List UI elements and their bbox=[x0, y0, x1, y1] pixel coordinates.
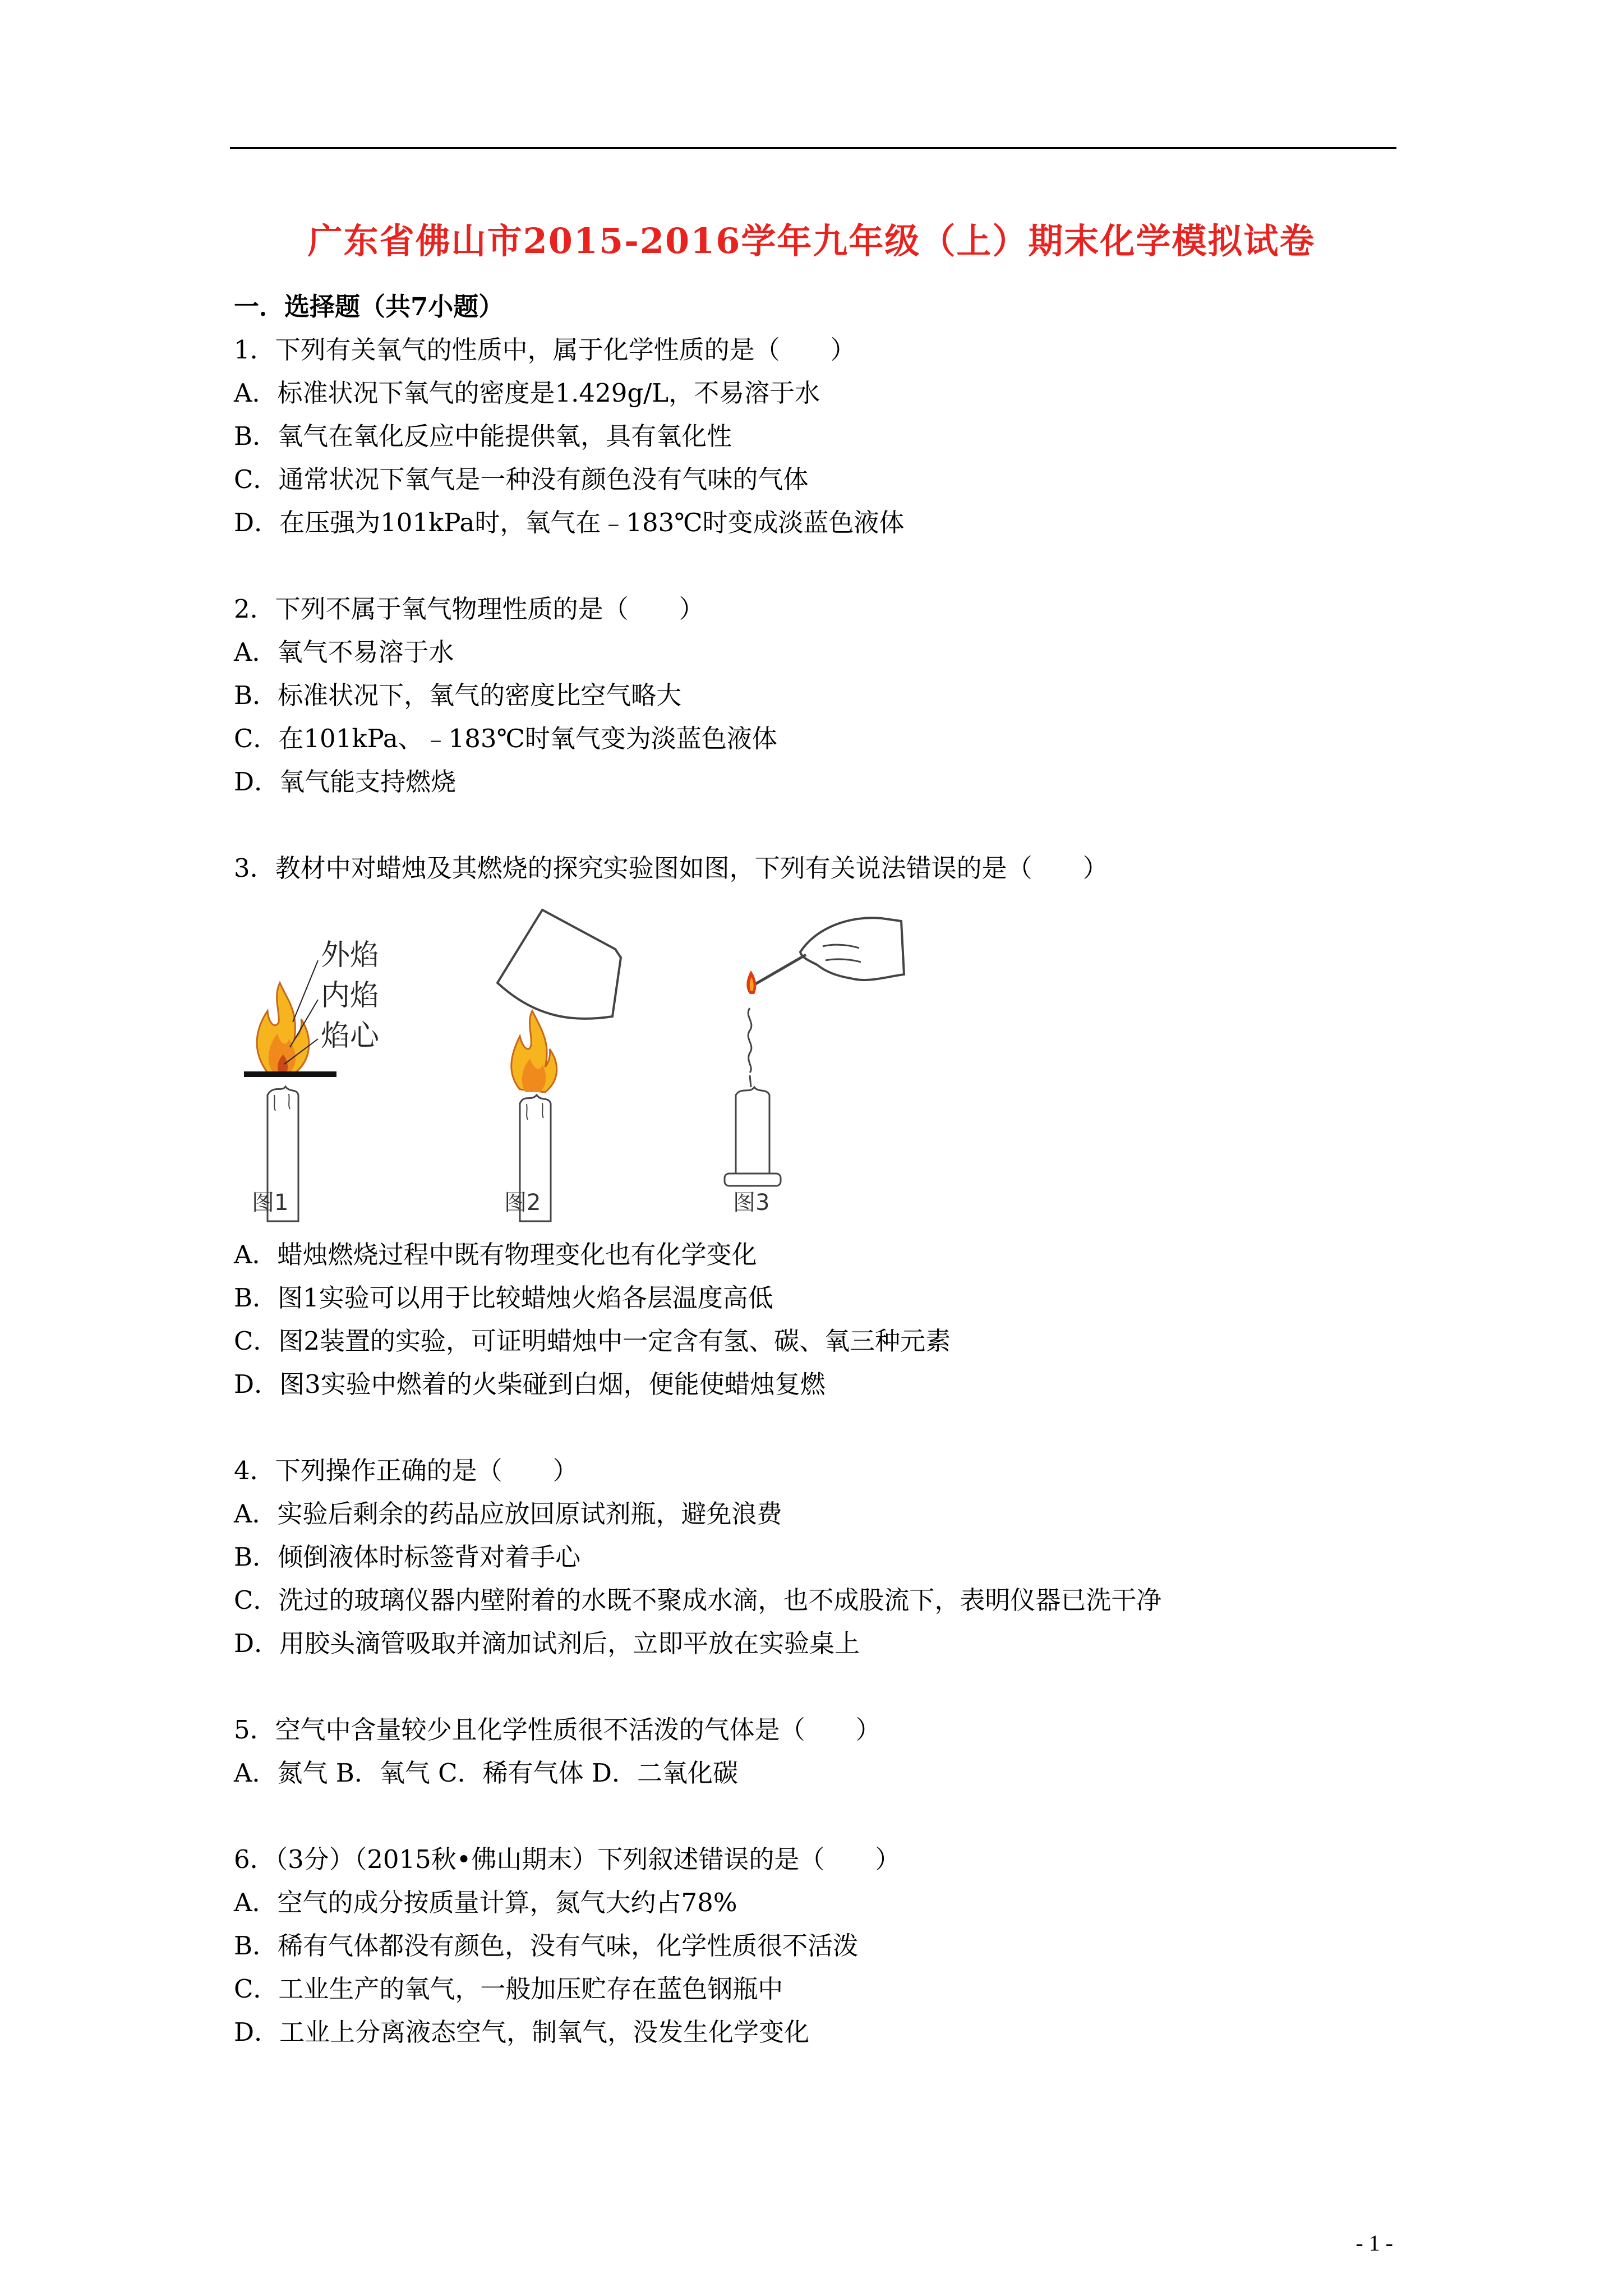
option-a: A．标准状况下氧气的密度是1.429g/L，不易溶于水 bbox=[234, 378, 820, 408]
question-2 bbox=[234, 587, 1389, 803]
option-a: A．空气的成分按质量计算，氮气大约占78% bbox=[234, 1888, 737, 1917]
question-stem: 2．下列不属于氧气物理性质的是（ ） bbox=[234, 594, 704, 624]
option-c: C．图2装置的实验，可证明蜡烛中一定含有氢、碳、氧三种元素 bbox=[234, 1326, 951, 1356]
option-b: B．稀有气体都没有颜色，没有气味，化学性质很不活泼 bbox=[234, 1931, 859, 1961]
figure-caption-3: 图3 bbox=[733, 1190, 770, 1216]
label-flame-core: 焰心 bbox=[321, 1019, 380, 1053]
option-a: A．蜡烛燃烧过程中既有物理变化也有化学变化 bbox=[234, 1240, 757, 1269]
figure-caption-1: 图1 bbox=[252, 1190, 289, 1216]
option-c: C．通常状况下氧气是一种没有颜色没有气味的气体 bbox=[234, 464, 809, 494]
option-c: C．在101kPa、﹣183℃时氧气变为淡蓝色液体 bbox=[234, 724, 777, 753]
option-b: B．倾倒液体时标签背对着手心 bbox=[234, 1542, 581, 1572]
figure-2 bbox=[475, 904, 643, 1224]
exam-content bbox=[234, 285, 1389, 2054]
question-5 bbox=[234, 1708, 1389, 1795]
question-1 bbox=[234, 328, 1389, 544]
question-6 bbox=[234, 1838, 1389, 2054]
question-stem: 1．下列有关氧气的性质中，属于化学性质的是（ ） bbox=[234, 335, 856, 365]
section-title: 一．选择题（共7小题） bbox=[234, 292, 504, 321]
option-b: B．标准状况下，氧气的密度比空气略大 bbox=[234, 680, 682, 710]
figure-1 bbox=[234, 904, 402, 1224]
question-stem: 3．教材中对蜡烛及其燃烧的探究实验图如图，下列有关说法错误的是（ ） bbox=[234, 853, 1108, 883]
relighting-candle-illustration bbox=[716, 904, 907, 1224]
option-d: D．图3实验中燃着的火柴碰到白烟，便能使蜡烛复燃 bbox=[234, 1369, 826, 1399]
option-row: A．氮气 B．氧气 C．稀有气体 D．二氧化碳 bbox=[234, 1758, 738, 1788]
option-d: D．工业上分离液态空气，制氧气，没发生化学变化 bbox=[234, 2017, 810, 2047]
candle-flame-layers-illustration bbox=[234, 904, 402, 1224]
question-stem: 6．（3分）（2015秋•佛山期末）下列叙述错误的是（ ） bbox=[234, 1844, 901, 1874]
question-stem: 4．下列操作正确的是（ ） bbox=[234, 1456, 578, 1485]
option-a: A．实验后剩余的药品应放回原试剂瓶，避免浪费 bbox=[234, 1499, 782, 1529]
question-3 bbox=[234, 846, 1389, 1406]
label-inner-flame: 内焰 bbox=[321, 979, 380, 1013]
option-b: B．图1实验可以用于比较蜡烛火焰各层温度高低 bbox=[234, 1283, 773, 1313]
question-stem: 5．空气中含量较少且化学性质很不活泼的气体是（ ） bbox=[234, 1715, 881, 1745]
option-c: C．工业生产的氧气，一般加压贮存在蓝色钢瓶中 bbox=[234, 1974, 783, 2004]
page-title: 广东省佛山市2015-2016学年九年级（上）期末化学模拟试卷 bbox=[307, 220, 1316, 261]
option-d: D．用胶头滴管吸取并滴加试剂后，立即平放在实验桌上 bbox=[234, 1628, 860, 1658]
option-d: D．在压强为101kPa时，氧气在﹣183℃时变成淡蓝色液体 bbox=[234, 508, 905, 537]
option-d: D．氧气能支持燃烧 bbox=[234, 767, 457, 797]
figure-3 bbox=[716, 904, 907, 1224]
label-outer-flame: 外焰 bbox=[321, 938, 380, 972]
option-b: B．氧气在氧化反应中能提供氧，具有氧化性 bbox=[234, 421, 732, 451]
beaker-over-candle-illustration bbox=[475, 904, 643, 1224]
option-a: A．氧气不易溶于水 bbox=[234, 637, 454, 667]
header-rule bbox=[230, 147, 1396, 149]
candle-figures bbox=[234, 904, 1389, 1224]
option-c: C．洗过的玻璃仪器内壁附着的水既不聚成水滴，也不成股流下，表明仪器已洗干净 bbox=[234, 1585, 1162, 1615]
page-number: - 1 - bbox=[1355, 2230, 1393, 2256]
question-4 bbox=[234, 1449, 1389, 1665]
figure-caption-2: 图2 bbox=[504, 1190, 541, 1216]
